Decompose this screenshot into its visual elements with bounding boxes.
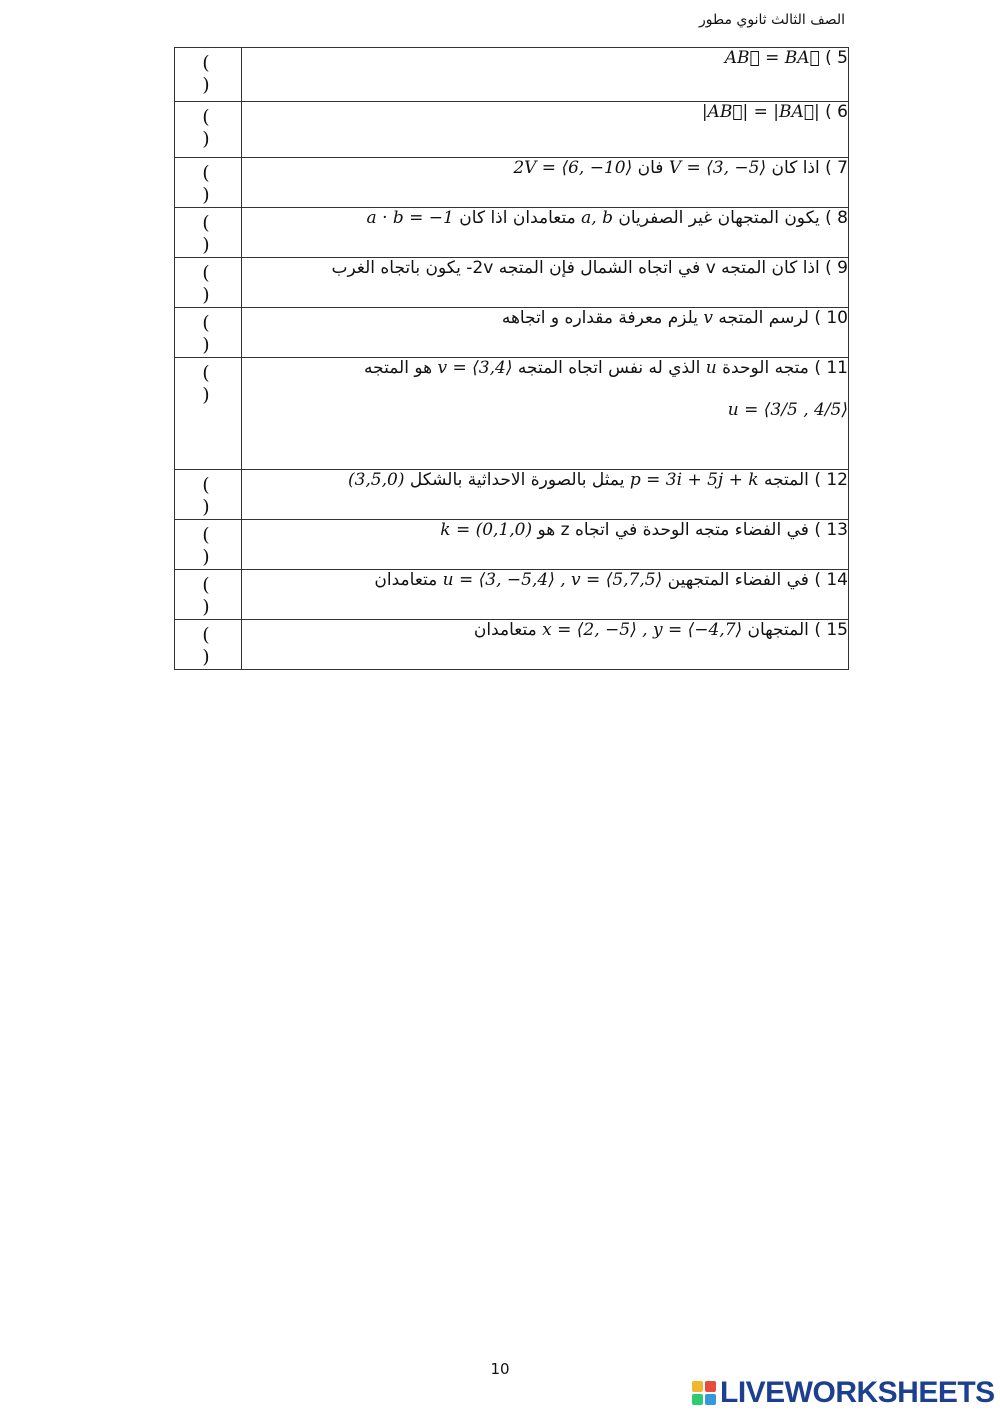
question-number: 5 ) bbox=[825, 48, 848, 68]
question-row bbox=[175, 520, 849, 570]
answer-cell[interactable] bbox=[175, 620, 242, 670]
question-row bbox=[175, 258, 849, 308]
statement-line bbox=[242, 358, 848, 378]
answer-parentheses[interactable]: ( ) bbox=[202, 474, 232, 518]
statement-text: يكون المتجهان غير الصفريان bbox=[612, 208, 820, 228]
statement-text: في الفضاء متجه الوحدة في اتجاه z هو bbox=[532, 520, 809, 540]
statement-text: اذا كان bbox=[766, 158, 820, 178]
statement-text: متعامدان اذا كان bbox=[453, 208, 582, 228]
statement-cell bbox=[242, 48, 849, 102]
question-row bbox=[175, 308, 849, 358]
answer-parentheses[interactable]: ( ) bbox=[202, 312, 232, 356]
question-row bbox=[175, 470, 849, 520]
statement-line bbox=[242, 520, 848, 540]
question-number: 8 ) bbox=[825, 208, 848, 228]
statement-text: لرسم المتجه bbox=[713, 308, 809, 328]
question-number: 10 ) bbox=[814, 308, 848, 328]
question-row bbox=[175, 620, 849, 670]
statement-text: يلزم معرفة مقداره و اتجاهه bbox=[501, 308, 704, 328]
statement-line bbox=[242, 158, 848, 178]
answer-cell[interactable] bbox=[175, 48, 242, 102]
statement-line bbox=[242, 470, 848, 490]
math-expression: V = ⟨3, −5⟩ bbox=[668, 158, 767, 178]
answer-parentheses[interactable]: ( ) bbox=[202, 624, 232, 668]
statement-text: يمثل بالصورة الاحداثية بالشكل bbox=[404, 470, 630, 490]
liveworksheets-logo bbox=[692, 1376, 995, 1410]
answer-cell[interactable] bbox=[175, 308, 242, 358]
statement-cell bbox=[242, 358, 849, 470]
statement-text: اذا كان المتجه v في اتجاه الشمال فإن المتجه 2v- يكون باتجاه الغرب bbox=[331, 258, 820, 278]
math-expression: u = ⟨3/5 , 4/5⟩ bbox=[727, 400, 848, 420]
question-row bbox=[175, 102, 849, 158]
statement-line bbox=[242, 48, 848, 68]
answer-parentheses[interactable]: ( ) bbox=[202, 162, 232, 206]
answer-cell[interactable] bbox=[175, 470, 242, 520]
math-expression: (3,5,0) bbox=[347, 470, 405, 490]
answer-parentheses[interactable]: ( ) bbox=[202, 106, 232, 150]
question-number: 12 ) bbox=[814, 470, 848, 490]
statement-cell bbox=[242, 470, 849, 520]
answer-parentheses[interactable]: ( ) bbox=[202, 574, 232, 618]
question-number: 14 ) bbox=[814, 570, 848, 590]
math-expression: u bbox=[705, 358, 717, 378]
statement-text: فان bbox=[632, 158, 669, 178]
question-number: 6 ) bbox=[825, 102, 848, 122]
answer-cell[interactable] bbox=[175, 102, 242, 158]
page-number: 10 bbox=[490, 1360, 510, 1378]
answer-cell[interactable] bbox=[175, 208, 242, 258]
statement-cell bbox=[242, 570, 849, 620]
question-row bbox=[175, 358, 849, 470]
statement-text: متعامدان bbox=[473, 620, 543, 640]
answer-cell[interactable] bbox=[175, 520, 242, 570]
logo-square-1 bbox=[692, 1381, 703, 1392]
true-false-table bbox=[174, 47, 849, 670]
statement-text: متجه الوحدة bbox=[716, 358, 809, 378]
statement-line bbox=[242, 102, 848, 122]
logo-squares-icon bbox=[692, 1381, 716, 1405]
answer-cell[interactable] bbox=[175, 358, 242, 470]
statement-cell bbox=[242, 258, 849, 308]
math-expression: 2V = ⟨6, −10⟩ bbox=[513, 158, 633, 178]
header-title: الصف الثالث ثانوي مطور bbox=[698, 12, 845, 28]
answer-cell[interactable] bbox=[175, 258, 242, 308]
question-number: 9 ) bbox=[825, 258, 848, 278]
answer-cell[interactable] bbox=[175, 158, 242, 208]
logo-square-4 bbox=[705, 1394, 716, 1405]
math-expression: AB⃗ = BA⃗ bbox=[724, 48, 820, 68]
statement-text: الذي له نفس اتجاه المتجه bbox=[512, 358, 706, 378]
statement-text: هو المتجه bbox=[363, 358, 438, 378]
question-row bbox=[175, 48, 849, 102]
logo-square-3 bbox=[692, 1394, 703, 1405]
statement-cell bbox=[242, 208, 849, 258]
answer-parentheses[interactable]: ( ) bbox=[202, 262, 232, 306]
statement-cell bbox=[242, 158, 849, 208]
question-number: 13 ) bbox=[814, 520, 848, 540]
statement-text: المتجه bbox=[758, 470, 809, 490]
math-expression: p = 3i + 5j + k bbox=[629, 470, 759, 490]
logo-square-2 bbox=[705, 1381, 716, 1392]
math-expression: k = (0,1,0) bbox=[440, 520, 533, 540]
question-number: 15 ) bbox=[814, 620, 848, 640]
answer-parentheses[interactable]: ( ) bbox=[202, 524, 232, 568]
math-expression: v bbox=[703, 308, 714, 328]
math-expression: a, b bbox=[581, 208, 613, 228]
statement-line bbox=[242, 308, 848, 328]
statement-text: في الفضاء المتجهين bbox=[662, 570, 809, 590]
question-row bbox=[175, 208, 849, 258]
statement-line bbox=[242, 208, 848, 228]
answer-parentheses[interactable]: ( ) bbox=[202, 362, 232, 406]
question-row bbox=[175, 158, 849, 208]
question-row bbox=[175, 570, 849, 620]
math-expression: x = ⟨2, −5⟩ , y = ⟨−4,7⟩ bbox=[542, 620, 743, 640]
statement-line bbox=[242, 570, 848, 590]
statement-text: متعامدان bbox=[374, 570, 443, 590]
statement-cell bbox=[242, 102, 849, 158]
question-number: 7 ) bbox=[825, 158, 848, 178]
statement-cell bbox=[242, 308, 849, 358]
statement-line bbox=[242, 258, 848, 278]
math-expression: |AB⃗| = |BA⃗| bbox=[701, 102, 820, 122]
math-expression: u = ⟨3, −5,4⟩ , v = ⟨5,7,5⟩ bbox=[442, 570, 663, 590]
statement-cell bbox=[242, 520, 849, 570]
statement-cell bbox=[242, 620, 849, 670]
math-expression: v = ⟨3,4⟩ bbox=[437, 358, 513, 378]
answer-parentheses[interactable]: ( ) bbox=[202, 212, 232, 256]
answer-parentheses[interactable]: ( ) bbox=[202, 52, 232, 96]
statement-text: المتجهان bbox=[742, 620, 809, 640]
math-expression: a · b = −1 bbox=[366, 208, 454, 228]
statement-line bbox=[242, 620, 848, 640]
logo-text: LIVEWORKSHEETS bbox=[720, 1376, 995, 1409]
question-number: 11 ) bbox=[814, 358, 848, 378]
answer-cell[interactable] bbox=[175, 570, 242, 620]
